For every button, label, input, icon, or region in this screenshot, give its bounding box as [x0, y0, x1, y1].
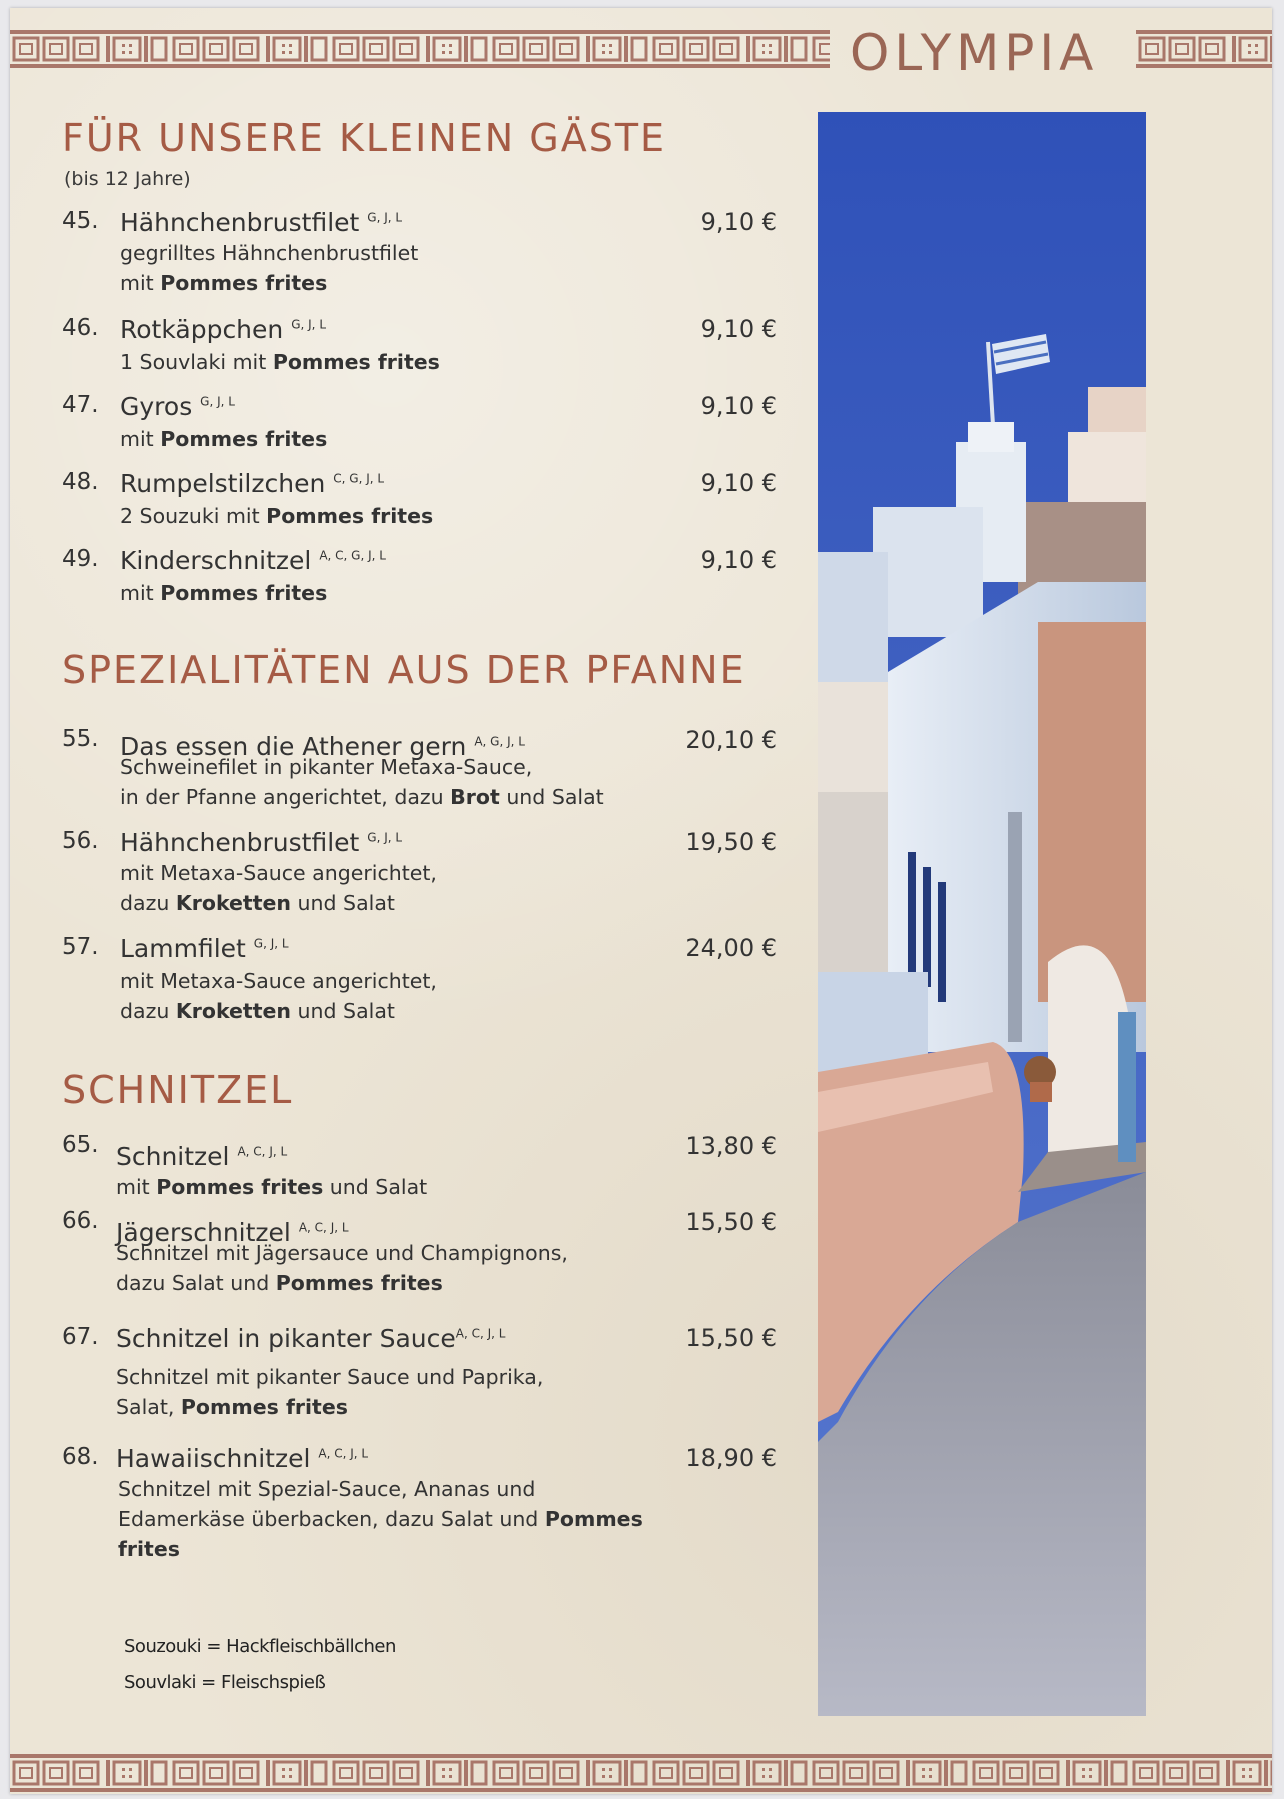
allergen-codes: A, C, J, L — [455, 1326, 506, 1341]
allergen-codes: G, J, L — [200, 394, 235, 409]
item-name: Hawaiischnitzel $^{A, C, J, L}$ — [116, 1444, 369, 1473]
item-name: Jägerschnitzel $^{A, C, J, L}$ — [116, 1218, 349, 1247]
item-description: mit Pommes frites — [120, 427, 328, 451]
allergen-codes: A, C, J, L — [237, 1144, 288, 1159]
item-name: Schnitzel $^{A, C, J, L}$ — [116, 1142, 288, 1171]
menu-content — [10, 8, 820, 1794]
item-number: 66. — [62, 1208, 99, 1234]
item-name: Das essen die Athener gern $^{A, G, J, L}$ — [120, 732, 525, 761]
item-number: 45. — [62, 208, 99, 234]
item-price: 18,90 € — [685, 1444, 777, 1472]
allergen-codes: G, J, L — [367, 210, 403, 225]
item-price: 9,10 € — [700, 546, 777, 574]
item-description: mit Metaxa-Sauce angerichtet, dazu Kroketten und Salat — [120, 969, 437, 1023]
santorini-illustration — [818, 112, 1146, 1716]
meander-pattern-top-right — [1136, 24, 1272, 74]
item-number: 67. — [62, 1324, 99, 1350]
item-description: 2 Souzuki mit Pommes frites — [120, 504, 434, 528]
allergen-codes: C, G, J, L — [333, 471, 385, 486]
item-name: Hähnchenbrustfilet $^{G, J, L}$ — [120, 208, 403, 237]
allergen-codes: G, J, L — [291, 317, 326, 332]
item-number: 46. — [62, 315, 99, 341]
item-description: Schnitzel mit Jägersauce und Champignons, dazu Salat und Pommes frites — [116, 1241, 568, 1295]
item-description: Schweinefilet in pikanter Metaxa-Sauce, in der Pfanne angerichtet, dazu Brot und Salat — [120, 755, 604, 809]
item-name: Rotkäppchen $^{G, J, L}$ — [120, 315, 326, 344]
item-price: 9,10 € — [700, 469, 777, 497]
item-name: Rumpelstilzchen $^{C, G, J, L}$ — [120, 469, 385, 498]
section-note-age: (bis 12 Jahre) — [64, 168, 191, 190]
item-price: 24,00 € — [685, 934, 777, 962]
item-name: Schnitzel in pikanter Sauce$^{A, C, J, L}$ — [116, 1324, 506, 1353]
santorini-photo — [818, 112, 1146, 1716]
meander-pattern-bottom — [10, 1748, 1272, 1794]
item-number: 56. — [62, 828, 99, 854]
allergen-codes: G, J, L — [253, 936, 289, 951]
item-number: 65. — [62, 1132, 99, 1158]
allergen-codes: A, G, J, L — [474, 734, 525, 749]
item-price: 9,10 € — [700, 392, 777, 420]
item-price: 15,50 € — [685, 1208, 777, 1236]
top-right-meander — [1136, 24, 1272, 74]
item-number: 47. — [62, 392, 99, 418]
item-description: mit Pommes frites — [120, 581, 328, 605]
item-price: 13,80 € — [685, 1132, 777, 1160]
item-price: 15,50 € — [685, 1324, 777, 1352]
item-number: 48. — [62, 469, 99, 495]
item-number: 57. — [62, 934, 99, 960]
item-description: gegrilltes Hähnchenbrustfilet mit Pommes frites — [120, 241, 419, 295]
item-name: Gyros $^{G, J, L}$ — [120, 392, 235, 421]
allergen-codes: G, J, L — [367, 830, 403, 845]
item-description: mit Metaxa-Sauce angerichtet, dazu Kroketten und Salat — [120, 861, 437, 915]
item-number: 68. — [62, 1444, 99, 1470]
brand-name: OLYMPIA — [850, 24, 1099, 82]
item-description: 1 Souvlaki mit Pommes frites — [120, 350, 440, 374]
item-description: mit Pommes frites und Salat — [116, 1175, 428, 1199]
item-name: Hähnchenbrustfilet $^{G, J, L}$ — [120, 828, 403, 857]
item-price: 9,10 € — [700, 315, 777, 343]
footnote-souvlaki: Souvlaki = Fleischspieß — [124, 1672, 326, 1693]
allergen-codes: A, C, J, L — [318, 1446, 369, 1461]
allergen-codes: A, C, J, L — [298, 1220, 349, 1235]
footnote-souzouki: Souzouki = Hackfleischbällchen — [124, 1636, 396, 1657]
item-number: 55. — [62, 726, 99, 752]
section-title-pan: SPEZIALITÄTEN AUS DER PFANNE — [62, 648, 746, 692]
item-price: 20,10 € — [685, 726, 777, 754]
section-title-schnitzel: SCHNITZEL — [62, 1068, 294, 1112]
bottom-meander-border — [10, 1748, 1272, 1794]
item-number: 49. — [62, 546, 99, 572]
item-description: Schnitzel mit pikanter Sauce und Paprika, Salat, Pommes frites — [116, 1365, 544, 1419]
item-description: Schnitzel mit Spezial-Sauce, Ananas und Edamerkäse überbacken, dazu Salat und Pommes frites — [118, 1477, 643, 1561]
item-price: 19,50 € — [685, 828, 777, 856]
item-name: Kinderschnitzel $^{A, C, G, J, L}$ — [120, 546, 386, 575]
item-name: Lammfilet $^{G, J, L}$ — [120, 934, 289, 963]
section-title-kids: FÜR UNSERE KLEINEN GÄSTE — [62, 116, 667, 160]
menu-page — [10, 8, 1272, 1794]
allergen-codes: A, C, G, J, L — [319, 548, 386, 563]
item-price: 9,10 € — [700, 208, 777, 236]
